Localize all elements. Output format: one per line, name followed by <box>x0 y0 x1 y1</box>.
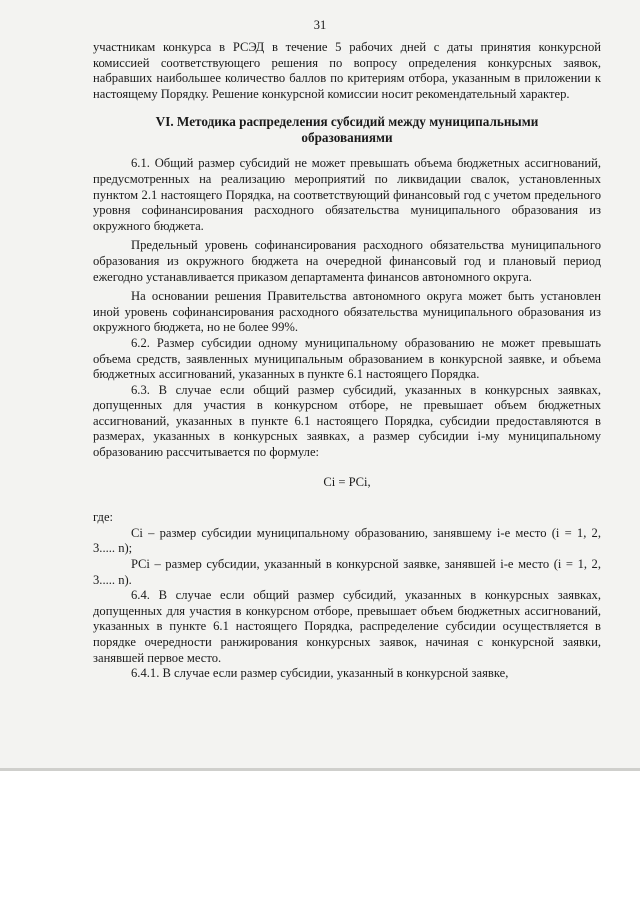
paragraph-6-2: 6.2. Размер субсидии одному муниципальному образованию не может превышать объема средств, заявленных муниципальным образованием в конкурсной заявке, и объема бюджетных ассигнований, указанных в пункте 6.1 настоящего Порядка. <box>93 335 601 382</box>
paragraph-6-4-1: 6.4.1. В случае если размер субсидии, указанный в конкурсной заявке, <box>131 666 509 681</box>
document-body <box>93 40 601 682</box>
paragraph-6-4: 6.4. В случае если общий размер субсидий, указанных в конкурсных заявках, допущенных для участия в конкурсном отборе, превышает объем бюджетных ассигнований, указанных в пункте 6.1 настоящего Порядка, распределение субсидии осуществляется в порядке очередности ранжирования конкурсных заявок, начиная с конкурсной заявки, занявшей первое место. <box>93 588 601 665</box>
definition-pci: PCi – размер субсидии, указанный в конкурсной заявке, занявшей i-е место (i = 1, 2, 3..... n). <box>93 557 601 587</box>
where-label: где: <box>93 510 114 525</box>
definition-ci: Ci – размер субсидии муниципальному образованию, занявшему i-е место (i = 1, 2, 3..... n); <box>93 525 601 556</box>
paragraph-6-3: 6.3. В случае если общий размер субсидий, указанных в конкурсных заявках, допущенных для участия в конкурсном отборе, не превышает объем бюджетных ассигнований, указанных в пункте 6.1 настоящего Порядка, субсидии предоставляются в размерах, указанных в конкурсных заявках, а размер субсидии i-му муниципальному образованию рассчитывается по формуле: <box>93 382 601 460</box>
paragraph-6-1: 6.1. Общий размер субсидий не может превышать объема бюджетных ассигнований, предусмотренных на реализацию мероприятий по ликвидации свалок, установленных пунктом 2.1 настоящего Порядка, на соответствующий финансовый год с учетом предельного уровня софинансирования расходного обязательства муниципального образования из окружного бюджета. <box>93 156 601 233</box>
paragraph-limit: Предельный уровень софинансирования расходного обязательства муниципального образования из окружного бюджета на очередной финансовый год и плановый период ежегодно устанавливается приказом департамента финансов автономного округа. <box>93 238 601 284</box>
paragraph-government: На основании решения Правительства автономного округа может быть установлен иной уровень софинансирования расходного обязательства муниципального образования из окружного бюджета, но не более 99%. <box>93 289 601 335</box>
formula: Ci = PCi, <box>323 474 371 489</box>
section-heading: VI. Методика распределения субсидий между муниципальными образованиями <box>155 114 539 146</box>
paragraph-continued: участникам конкурса в РСЭД в течение 5 рабочих дней с даты принятия конкурсной комиссией соответствующего решения по вопросу определения конкурсных заявок, набравших наибольшее количество баллов по критериям отбора, указанным в приложении к настоящему Порядку. Решение конкурсной комиссии носит рекомендательный характер. <box>93 40 601 101</box>
page-number: 31 <box>313 18 327 32</box>
page-edge <box>0 768 640 771</box>
